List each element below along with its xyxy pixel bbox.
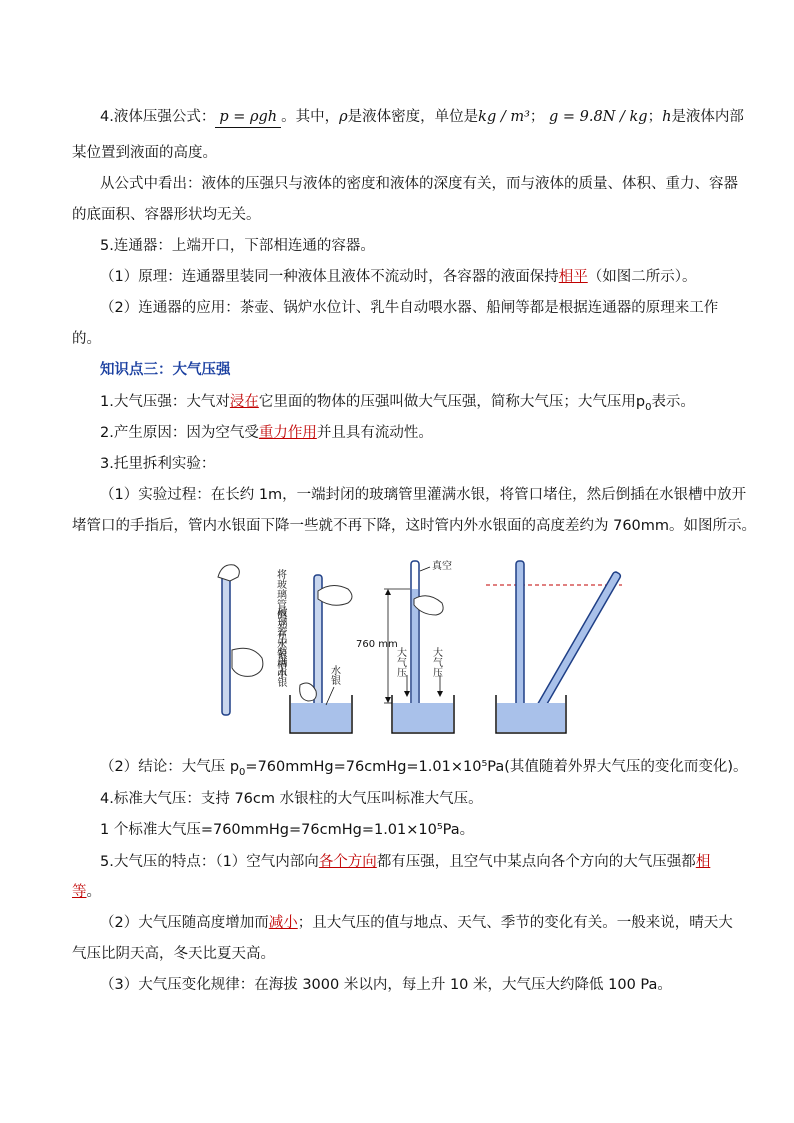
- text: 5.大气压的特点：（1）空气内部向: [100, 854, 319, 870]
- text: ；且大气压的值与地点、天气、季节的变化有关。一般来说，晴天大: [297, 915, 733, 931]
- highlight-text: 等: [72, 884, 87, 900]
- paragraph-line: （1）实验过程：在长约 1m，一端封闭的玻璃管里灌满水银，将管口堵住，然后倒插在水银槽中放开: [100, 487, 747, 503]
- label-text: 玻璃管中装满水银: [206, 607, 286, 618]
- torricelli-title: 3.托里拆利实验：: [100, 456, 216, 472]
- altitude-line: [100, 913, 733, 933]
- text: 都有压强，且空气中某点向各个方向的大气压强都: [376, 854, 696, 870]
- highlight-text: 各个方向: [318, 854, 377, 870]
- change-rule-line: （3）大气压变化规律：在海拔 3000 米以内，每上升 10 米，大气压大约降低 100 Pa。: [100, 977, 672, 993]
- text: （2）结论：大气压 p: [100, 759, 240, 775]
- text: 。: [86, 884, 101, 900]
- text: 2.产生原因：因为空气受: [100, 425, 259, 441]
- formula-label: 4.液体压强公式：: [100, 109, 216, 125]
- paragraph-line: （2）连通器的应用：茶壶、锅炉水位计、乳牛自动喂水器、船闸等都是根据连通器的原理来工作: [100, 300, 719, 316]
- mercury-trough: [497, 703, 565, 732]
- paragraph-line: 的底面积、容器形状均无关。: [72, 207, 261, 223]
- conclusion-line: [100, 757, 748, 783]
- highlight-text: 浸在: [229, 394, 259, 410]
- vacuum-label: 真空: [432, 561, 452, 572]
- highlight-text: 重力作用: [258, 425, 317, 441]
- atm-label-left: 大气压: [394, 647, 406, 677]
- text: 。其中，: [281, 109, 340, 125]
- atm-label-right: 大气压: [430, 647, 442, 677]
- atm-cause-line: [100, 423, 433, 443]
- paragraph-line: 某位置到液面的高度。: [72, 145, 217, 161]
- panel-tilted: [486, 561, 622, 733]
- section-heading: 知识点三：大气压强: [100, 362, 231, 378]
- text: 并且具有流动性。: [316, 425, 433, 441]
- text: （2）大气压随高度增加而: [100, 915, 269, 931]
- subscript: 0: [645, 401, 652, 413]
- connector-title: 5.连通器：上端开口，下部相连通的容器。: [100, 238, 375, 254]
- text: ；: [647, 109, 663, 125]
- text: （如图二所示）。: [587, 269, 697, 285]
- text: 1.大气压强：大气对: [100, 394, 230, 410]
- atm-features-line-2: [72, 882, 101, 902]
- atm-definition-line: [100, 392, 695, 418]
- paragraph-line: 从公式中看出：液体的压强只与液体的密度和液体的深度有关，而与液体的质量、体积、重力、容器: [100, 176, 738, 192]
- paragraph-line: 堵管口的手指后，管内水银面下降一些就不再下降，这时管内外水银面的高度差约为 760mm。如图所示。: [72, 518, 757, 534]
- glass-tube-vertical: [516, 561, 524, 721]
- text: 它里面的物体的压强叫做大气压强，简称大气压；大气压用: [258, 394, 636, 410]
- hand-icon: [232, 648, 263, 676]
- height-label: 760 mm: [356, 639, 398, 650]
- h-symbol: h: [662, 109, 672, 125]
- standard-atm-value: 1 个标准大气压=760mmHg=76cmHg=1.01×10⁵Pa。: [100, 822, 475, 838]
- leader-line: [326, 687, 334, 705]
- glass-tube-tilted: [531, 571, 622, 720]
- mercury-trough: [291, 703, 351, 732]
- arrowheads: [404, 691, 443, 697]
- gravity-constant: g = 9.8N / kg: [549, 109, 648, 125]
- pressure-formula: p = ρgh: [215, 107, 281, 128]
- torricelli-figure: [196, 555, 632, 745]
- text: 表示。: [651, 394, 695, 410]
- atm-features-line: [100, 852, 710, 872]
- formula-line: [100, 107, 744, 128]
- text: （1）原理：连通器里装同一种液体且液体不流动时，各容器的液面保持: [100, 269, 559, 285]
- text: =760mmHg=76cmHg=1.01×10⁵Pa(其值随着外界大气压的变化而变化)。: [245, 759, 748, 775]
- subscript: 0: [239, 766, 246, 778]
- p0-symbol: p: [635, 394, 646, 410]
- highlight-text: 相平: [558, 269, 588, 285]
- paragraph-line: 气压比阴天高，冬天比夏天高。: [72, 946, 275, 962]
- text: 是液体内部: [671, 109, 744, 125]
- mercury-trough: [393, 703, 453, 732]
- standard-atm-title: 4.标准大气压：支持 76cm 水银柱的大气压叫标准大气压。: [100, 791, 483, 807]
- text: 是液体密度，单位是: [347, 109, 479, 125]
- highlight-text: 减小: [268, 915, 298, 931]
- paragraph-line: 的。: [72, 331, 101, 347]
- invert-label: 将玻璃管倒立在水银槽中: [274, 569, 286, 679]
- highlight-text: 相: [695, 854, 711, 870]
- mercury-label: 水银: [328, 665, 340, 685]
- rho-symbol: ρ: [339, 109, 348, 125]
- torricelli-diagram: [196, 555, 632, 745]
- text: ；: [529, 109, 545, 125]
- panel-measure: [356, 559, 454, 733]
- hand-icon: [318, 585, 352, 605]
- panel-invert-tube: [275, 568, 353, 733]
- glass-tube: [222, 575, 230, 715]
- density-unit: kg / m³: [478, 109, 530, 125]
- hand-icon: [218, 565, 239, 581]
- leader-line: [420, 567, 430, 571]
- principle-line: [100, 267, 696, 287]
